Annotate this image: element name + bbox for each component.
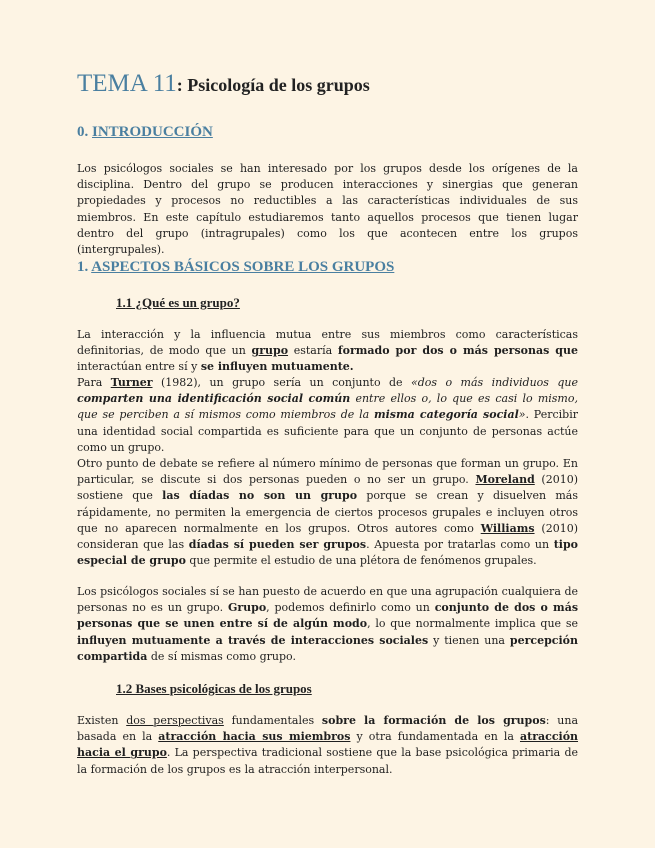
- paragraph-turner: Para Turner (1982), un grupo sería un conjunto de «dos o más individuos que comparten una identificación social común entre ellos o, lo que es casi lo mismo, que se perciben a sí mismos como miembros de la misma categoría social». Percibir una identidad social compartida es suficiente para que un conjunto de personas actúe como un grupo.: [77, 376, 578, 454]
- chapter-title: [77, 70, 370, 98]
- section-heading-0-label: INTRODUCCIÓN: [92, 124, 213, 140]
- subsection-heading-1-2: 1.2 Bases psicológicas de los grupos: [116, 681, 312, 696]
- chapter-subtitle: : Psicología de los grupos: [176, 75, 370, 95]
- subsection-heading-1-1: 1.1 ¿Qué es un grupo?: [116, 295, 240, 310]
- section-heading-1-label: ASPECTOS BÁSICOS SOBRE LOS GRUPOS: [91, 259, 395, 275]
- paragraph-intro: Los psicólogos sociales se han interesado por los grupos desde los orígenes de la disciplina. Dentro del grupo se producen interacciones y sinergias que generan propiedades y procesos no reductibles a las características individuales de sus miembros. En este capítulo estudiaremos tanto aquellos procesos que tienen lugar dentro del grupo (intragrupales) como los que acontecen entre los grupos (intergrupales).: [77, 162, 578, 257]
- paragraph-perspectives: Existen dos perspectivas fundamentales sobre la formación de los grupos: una basada en la atracción hacia sus miembros y otra fundamentada en la atracción hacia el grupo. La perspectiva tradicional sostiene que la base psicológica primaria de la formación de los grupos es la atracción interpersonal.: [77, 714, 579, 776]
- paragraph-dyads: Otro punto de debate se refiere al número mínimo de personas que forman un grupo. En particular, se discute si dos personas pueden o no ser un grupo. Moreland (2010) sostiene que las díadas no son un grupo porque se crean y disuelven más rápidamente, no permiten la emergencia de ciertos procesos grupales e incluyen otros que no aparecen normalmente en los grupos. Otros autores como Williams (2010) consideran que las díadas sí pueden ser grupos. Apuesta por tratarlas como un tipo especial de grupo que permite el estudio de una plétora de fenómenos grupales.: [77, 457, 579, 568]
- chapter-number: TEMA 11: [77, 70, 177, 97]
- section-heading-1: 1. ASPECTOS BÁSICOS SOBRE LOS GRUPOS: [77, 259, 395, 275]
- section-heading-0: 0. INTRODUCCIÓN: [77, 124, 213, 140]
- paragraph-definition: La interacción y la influencia mutua entre sus miembros como características definitorias, de modo que un grupo estaría formado por dos o más personas que interactúan entre sí y se influyen mutuamente.: [77, 328, 578, 374]
- paragraph-group-definition: Los psicólogos sociales sí se han puesto de acuerdo en que una agrupación cualquiera de personas no es un grupo. Grupo, podemos definirlo como un conjunto de dos o más personas que se unen entre sí de algún modo, lo que normalmente implica que se influyen mutuamente a través de interacciones sociales y tienen una percepción compartida de sí mismas como grupo.: [77, 585, 579, 663]
